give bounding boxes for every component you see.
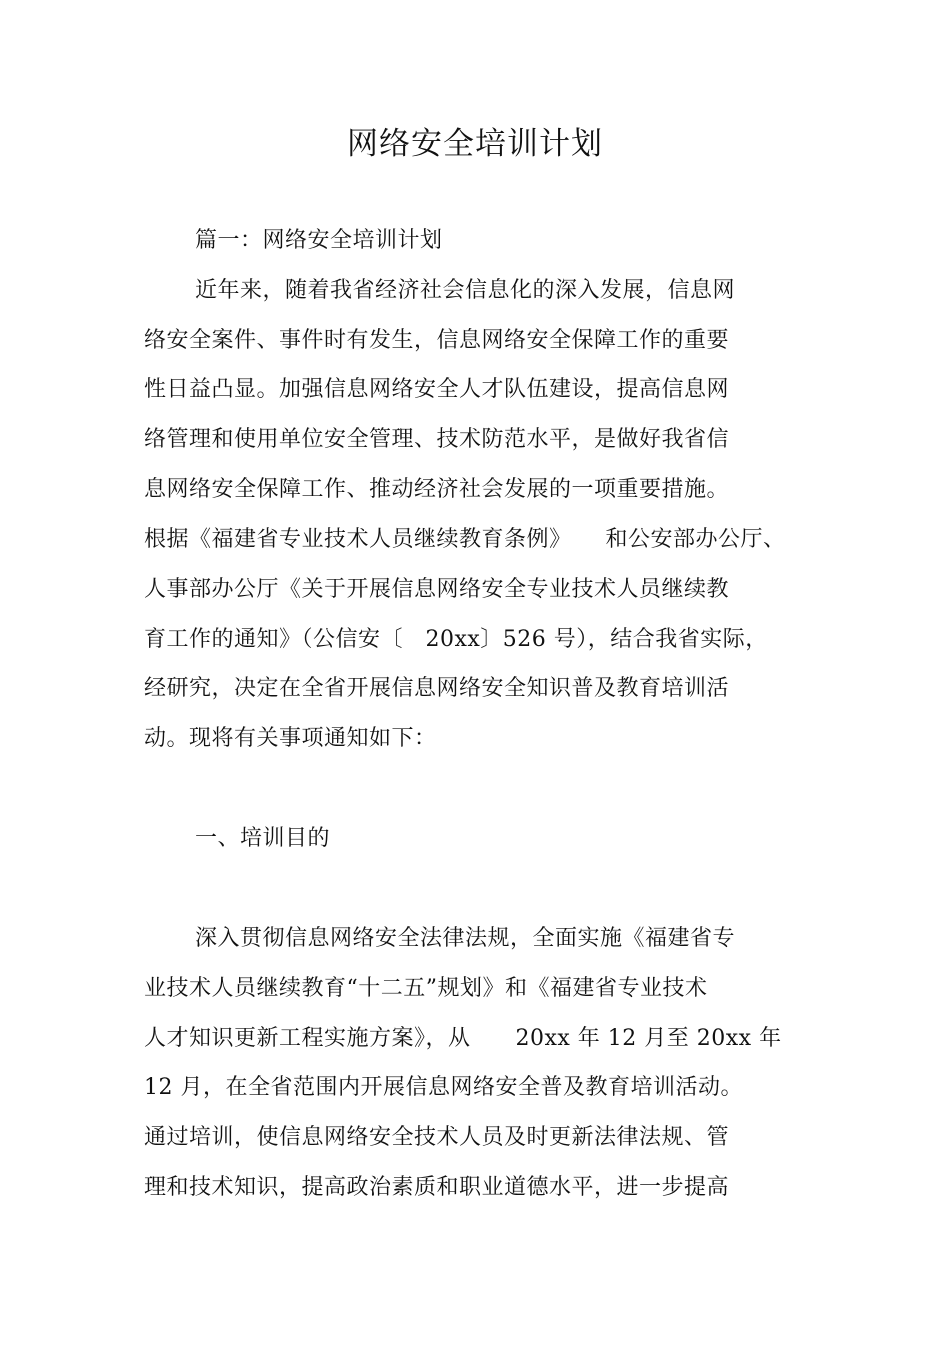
paragraph-line: 经研究，决定在全省开展信息网络安全知识普及教育培训活 [144, 676, 730, 701]
paragraph-line: 通过培训，使信息网络安全技术人员及时更新法律法规、管 [144, 1125, 730, 1150]
section-heading: 一、培训目的 [195, 826, 331, 851]
paragraph-line: 根据《福建省专业技术人员继续教育条例》 和公安部办公厅、 [144, 527, 786, 552]
paragraph-line: 络安全案件、事件时有发生，信息网络安全保障工作的重要 [144, 328, 730, 353]
paragraph-line: 性日益凸显。加强信息网络安全人才队伍建设，提高信息网 [144, 377, 730, 402]
paragraph-line: 人事部办公厅《关于开展信息网络安全专业技术人员继续教 [144, 577, 730, 602]
paragraph-line: 理和技术知识，提高政治素质和职业道德水平，进一步提高 [144, 1175, 730, 1200]
paragraph-line: 络管理和使用单位安全管理、技术防范水平，是做好我省信 [144, 427, 730, 452]
paragraph-line: 深入贯彻信息网络安全法律法规，全面实施《福建省专 [195, 926, 736, 951]
paragraph-line: 息网络安全保障工作、推动经济社会发展的一项重要措施。 [144, 477, 730, 502]
paragraph-line: 12 月，在全省范围内开展信息网络安全普及教育培训活动。 [144, 1075, 743, 1100]
section-label: 篇一：网络安全培训计划 [195, 228, 443, 253]
paragraph-line: 动。现将有关事项通知如下： [144, 726, 437, 751]
paragraph-line: 人才知识更新工程实施方案》，从 20xx 年 12 月至 20xx 年 [144, 1026, 782, 1051]
paragraph-line: 近年来，随着我省经济社会信息化的深入发展，信息网 [195, 278, 736, 303]
paragraph-line: 业技术人员继续教育“十二五”规划》和《福建省专业技术 [144, 976, 708, 1001]
paragraph-line: 育工作的通知》（公信安〔 20xx〕526 号），结合我省实际， [144, 627, 768, 652]
document-title: 网络安全培训计划 [347, 126, 603, 162]
